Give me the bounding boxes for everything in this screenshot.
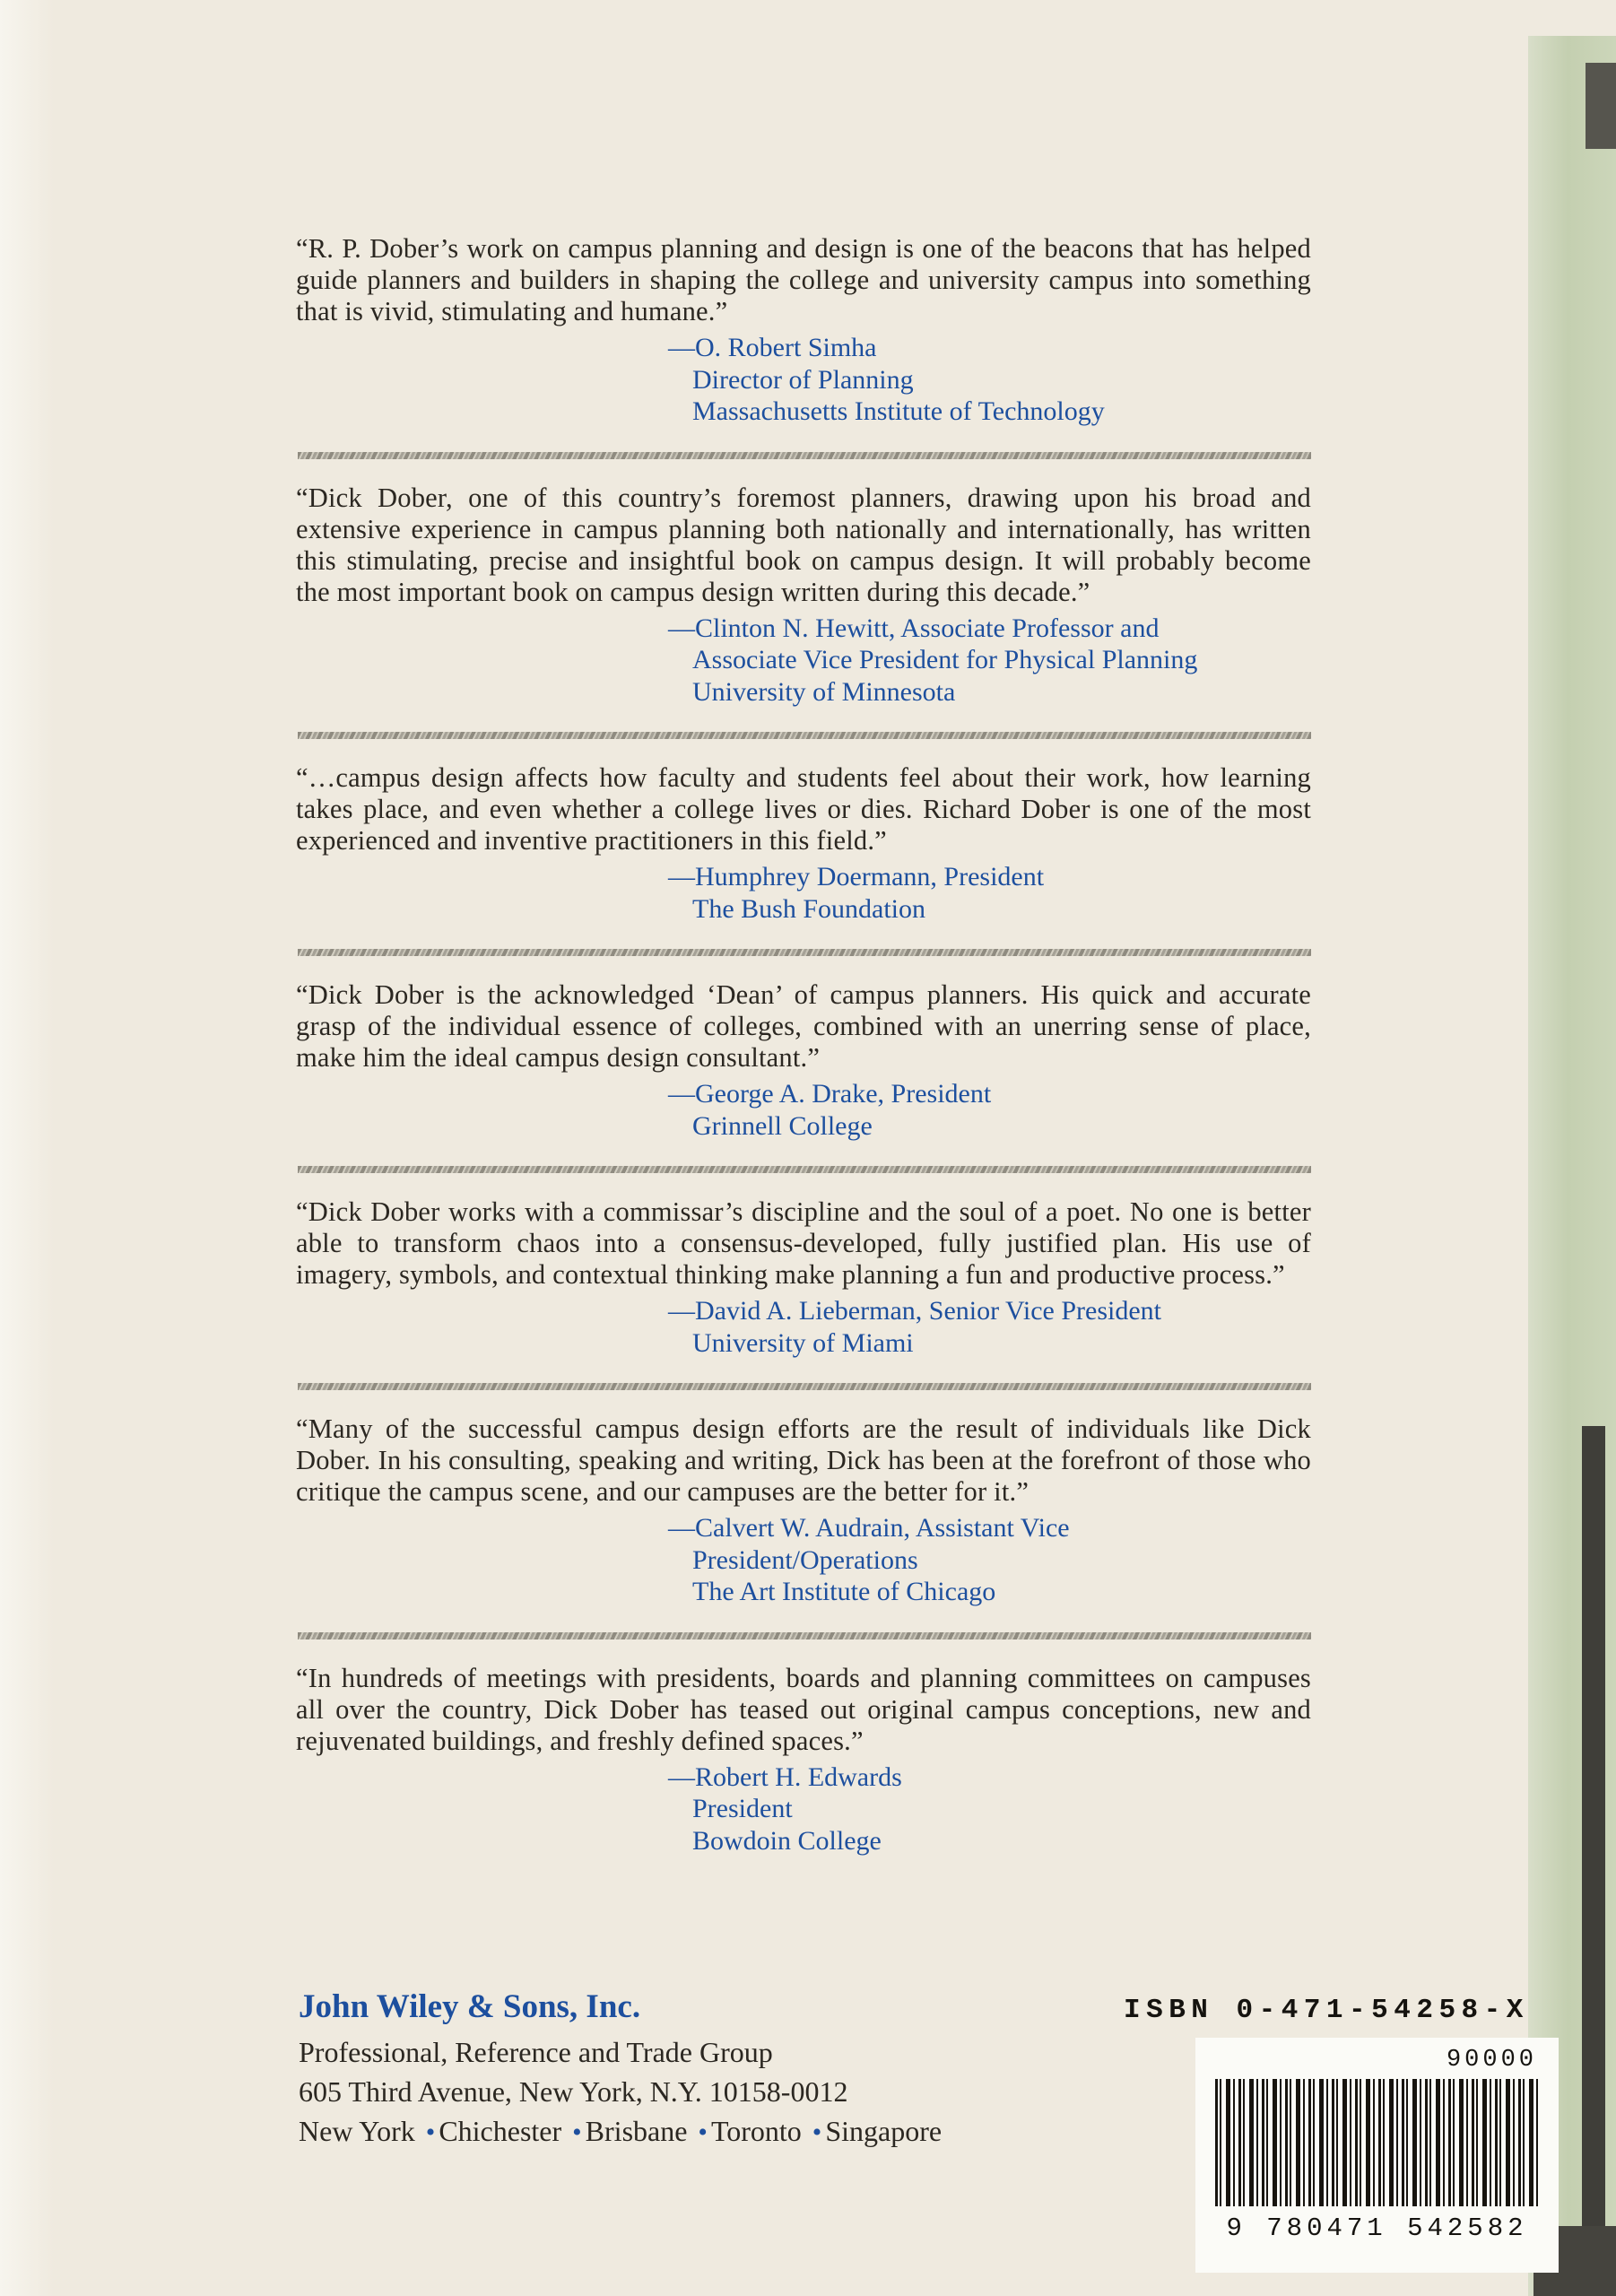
quote-block [296, 1663, 1311, 1857]
isbn-number: ISBN 0-471-54258-X [1124, 1995, 1529, 2026]
attribution-line: The Art Institute of Chicago [692, 1577, 996, 1606]
divider-rule [298, 1383, 1311, 1390]
publisher-address: 605 Third Avenue, New York, N.Y. 10158-0012 [299, 2075, 848, 2108]
quote-block [296, 233, 1311, 428]
attribution-line: —Humphrey Doermann, President [668, 862, 1045, 891]
quote-block [296, 483, 1311, 709]
publisher-city: Toronto [710, 2115, 802, 2147]
cover-top-edge [1528, 0, 1616, 36]
quote-block [296, 762, 1311, 925]
quote-attribution [668, 613, 1311, 709]
attribution-line: Bowdoin College [692, 1825, 882, 1856]
bullet-separator: • [572, 2118, 582, 2147]
attribution-line: President/Operations [692, 1544, 918, 1575]
quote-text: “…campus design affects how faculty and students feel about their work, how learning takes place, and even whether a college lives or dies. Richard Dober is one of the most experienced and inventive practitioners in this field.” [296, 762, 1311, 856]
quotes-column [296, 233, 1311, 1857]
attribution-line: Massachusetts Institute of Technology [692, 396, 1105, 426]
quote-text: “In hundreds of meetings with presidents, boards and planning committees on campuses all over the country, Dick Dober has teased out original campus conceptions, new and rejuvenated buildings, and freshly defined spaces.” [296, 1662, 1311, 1756]
scan-light-edge [0, 0, 54, 2296]
publisher-city: Brisbane [585, 2115, 688, 2147]
barcode-panel [1195, 2038, 1559, 2273]
publisher-cities [299, 2111, 942, 2152]
divider-rule [298, 732, 1311, 739]
attribution-line: Associate Vice President for Physical Planning [692, 645, 1198, 674]
divider-rule [298, 1632, 1311, 1639]
divider-rule [298, 949, 1311, 956]
publisher-name: John Wiley & Sons, Inc. [299, 1988, 641, 2025]
publisher-block [299, 1987, 942, 2152]
attribution-line: —Robert H. Edwards [668, 1761, 902, 1792]
attribution-line: —David A. Lieberman, Senior Vice President [668, 1296, 1162, 1326]
attribution-line: Director of Planning [692, 364, 914, 395]
book-board-top-corner [1586, 63, 1616, 149]
book-board-strip [1582, 1426, 1605, 2296]
quote-attribution [668, 1761, 1311, 1857]
quote-block [296, 979, 1311, 1142]
attribution-line: —O. Robert Simha [668, 333, 877, 362]
publisher-city: Singapore [825, 2115, 943, 2147]
bullet-separator: • [698, 2118, 708, 2147]
quote-attribution [668, 1295, 1311, 1359]
divider-rule [298, 1166, 1311, 1173]
divider-rule [298, 452, 1311, 459]
quote-text: “R. P. Dober’s work on campus planning and design is one of the beacons that has helped guide planners and builders in shaping the college and university campus into something that is vivid, stimulating and humane.” [296, 233, 1311, 326]
attribution-line: President [692, 1794, 793, 1823]
bullet-separator: • [812, 2118, 822, 2147]
attribution-line: —Clinton N. Hewitt, Associate Professor and [668, 613, 1160, 643]
quote-text: “Many of the successful campus design efforts are the result of individuals like Dick Dober. In his consulting, speaking and writing, Dick has been at the forefront of those who critique the campus scene, and our campuses are the better for it.” [296, 1413, 1311, 1507]
attribution-line: University of Minnesota [692, 676, 956, 707]
attribution-line: —George A. Drake, President [668, 1079, 992, 1109]
barcode-digits: 9 780471 542582 [1226, 2213, 1528, 2243]
publisher-city: Chichester [439, 2115, 562, 2147]
quote-block [296, 1413, 1311, 1608]
quote-text: “Dick Dober is the acknowledged ‘Dean’ of campus planners. His quick and accurate grasp of the individual essence of colleges, combined with an unerring sense of place, make him the ideal campus design consultant.” [296, 979, 1311, 1073]
barcode-bars [1215, 2079, 1539, 2206]
quote-attribution [668, 861, 1311, 925]
quote-attribution [668, 1078, 1311, 1142]
attribution-line: University of Miami [692, 1327, 914, 1358]
quote-text: “Dick Dober, one of this country’s foremost planners, drawing upon his broad and extensive experience in campus planning both nationally and internationally, has written this stimulating, precise and insightful book on campus design. It will probably become the most important book on campus design written during this decade.” [296, 482, 1311, 607]
barcode-price-code: 90000 [1446, 2047, 1537, 2074]
publisher-group: Professional, Reference and Trade Group [299, 2036, 773, 2068]
quote-text: “Dick Dober works with a commissar’s discipline and the soul of a poet. No one is better able to transform chaos into a consensus-developed, fully justified plan. His use of imagery, symbols, and contextual thinking make planning a fun and productive process.” [296, 1196, 1311, 1290]
attribution-line: Grinnell College [692, 1110, 873, 1141]
attribution-line: The Bush Foundation [692, 893, 925, 924]
attribution-line: —Calvert W. Audrain, Assistant Vice [668, 1513, 1070, 1543]
quote-attribution [668, 1512, 1311, 1608]
quote-block [296, 1196, 1311, 1359]
bullet-separator: • [425, 2118, 436, 2147]
quote-attribution [668, 332, 1311, 428]
publisher-city: New York [299, 2115, 415, 2147]
